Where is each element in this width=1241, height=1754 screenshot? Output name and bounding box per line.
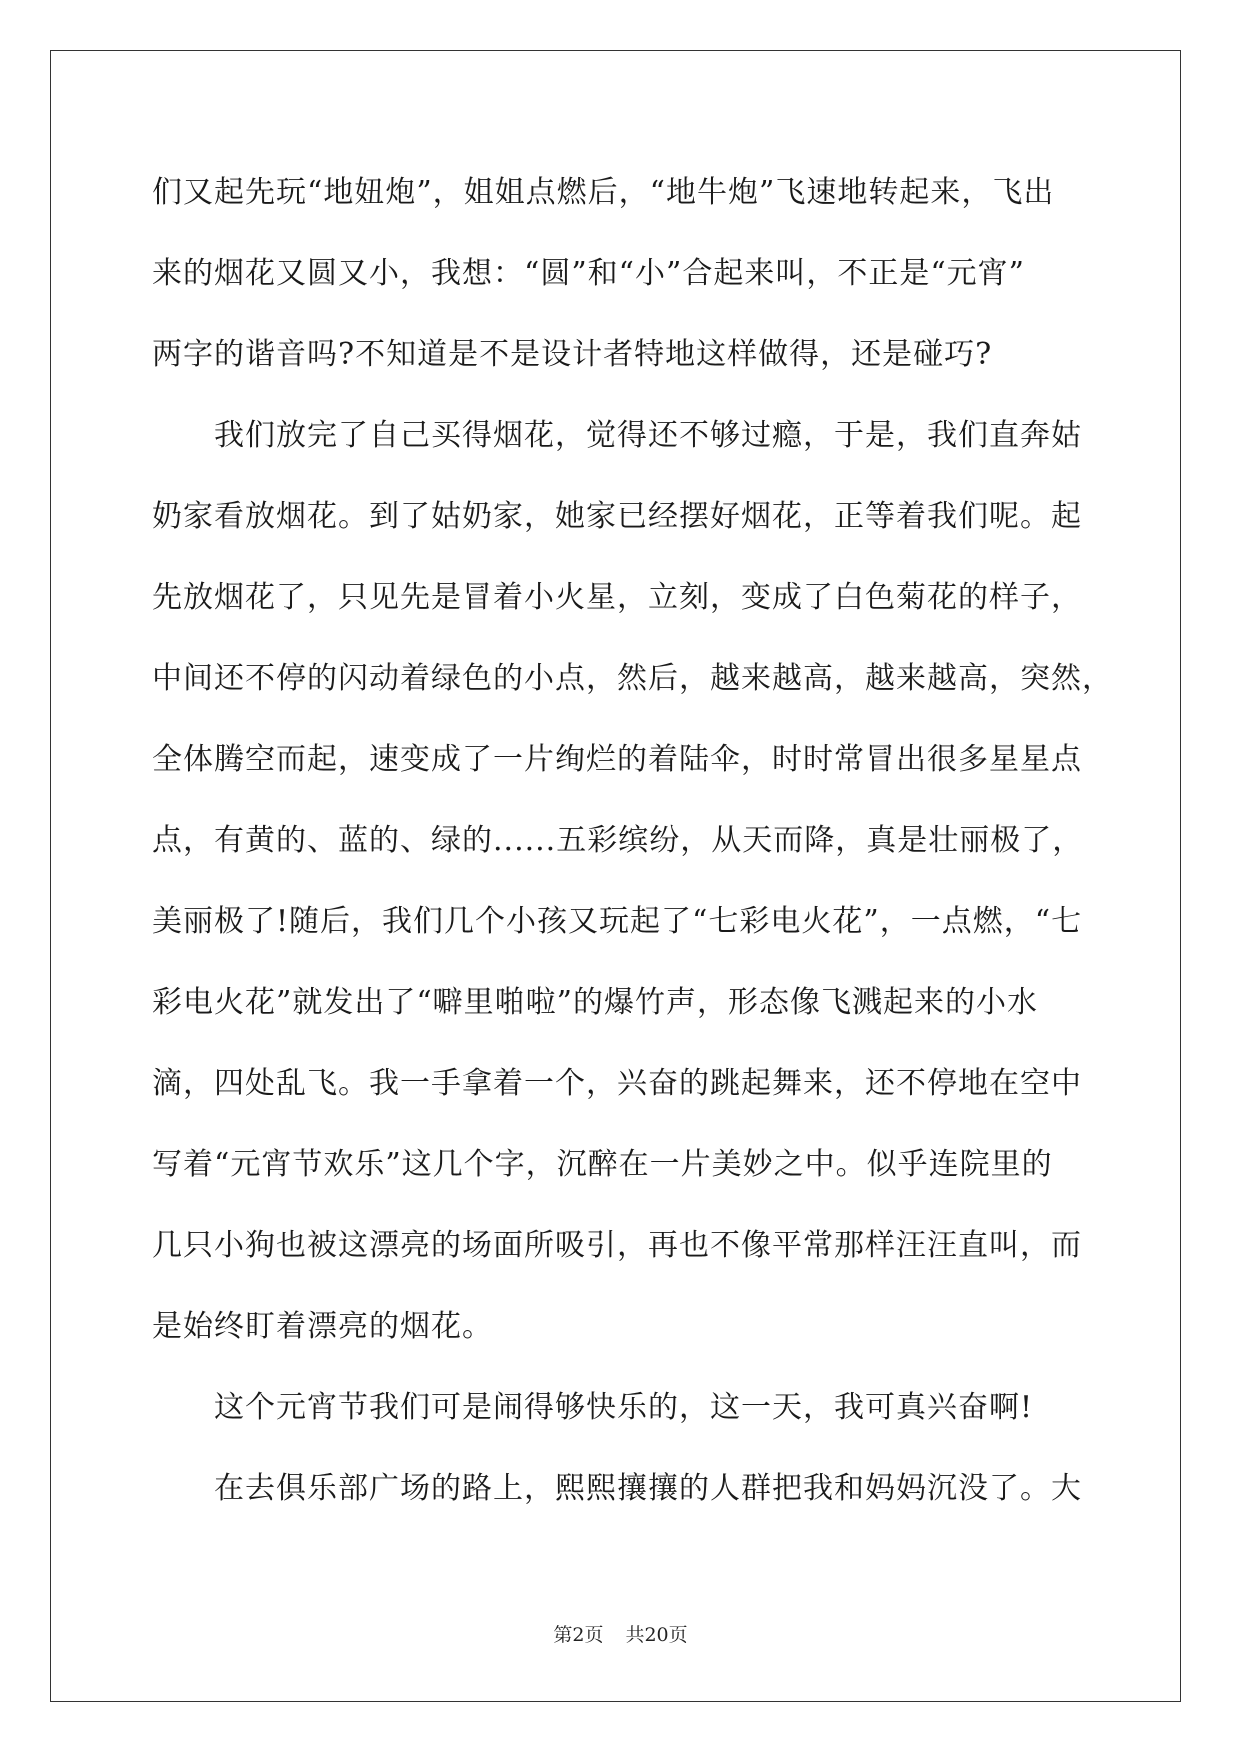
text-line: 美丽极了!随后，我们几个小孩又玩起了“七彩电火花”，一点燃，“七	[152, 904, 1083, 939]
text-line: 全体腾空而起，速变成了一片绚烂的着陆伞，时时常冒出很多星星点	[152, 742, 1082, 777]
text-line: 两字的谐音吗?不知道是不是设计者特地这样做得，还是碰巧?	[152, 337, 993, 372]
text-line: 我们放完了自己买得烟花，觉得还不够过瘾，于是，我们直奔姑	[214, 418, 1082, 453]
text-line: 这个元宵节我们可是闹得够快乐的，这一天，我可真兴奋啊!	[214, 1390, 1034, 1425]
text-line: 几只小狗也被这漂亮的场面所吸引，再也不像平常那样汪汪直叫，而	[152, 1228, 1082, 1263]
text-line: 奶家看放烟花。到了姑奶家，她家已经摆好烟花，正等着我们呢。起	[152, 499, 1082, 534]
page-footer	[0, 1620, 1241, 1647]
text-line: 滴，四处乱飞。我一手拿着一个，兴奋的跳起舞来，还不停地在空中	[152, 1066, 1082, 1101]
page-total: 共20页	[625, 1624, 688, 1646]
text-line: 彩电火花”就发出了“噼里啪啦”的爆竹声，形态像飞溅起来的小水	[152, 985, 1039, 1020]
text-line: 先放烟花了，只见先是冒着小火星，立刻，变成了白色菊花的样子，	[152, 580, 1082, 615]
text-line: 在去俱乐部广场的路上，熙熙攘攘的人群把我和妈妈沉没了。大	[214, 1471, 1082, 1506]
text-line: 来的烟花又圆又小，我想：“圆”和“小”合起来叫，不正是“元宵”	[152, 256, 1026, 291]
page-number: 第2页	[553, 1624, 604, 1646]
text-line: 中间还不停的闪动着绿色的小点，然后，越来越高，越来越高，突然，	[152, 661, 1113, 696]
text-line: 写着“元宵节欢乐”这几个字，沉醉在一片美妙之中。似乎连院里的	[152, 1147, 1053, 1182]
text-line: 点，有黄的、蓝的、绿的......五彩缤纷，从天而降，真是壮丽极了，	[152, 823, 1084, 858]
text-line: 是始终盯着漂亮的烟花。	[152, 1309, 493, 1344]
document-body	[152, 158, 1113, 1535]
text-line: 们又起先玩“地妞炮”，姐姐点燃后，“地牛炮”飞速地转起来，飞出	[152, 175, 1055, 210]
